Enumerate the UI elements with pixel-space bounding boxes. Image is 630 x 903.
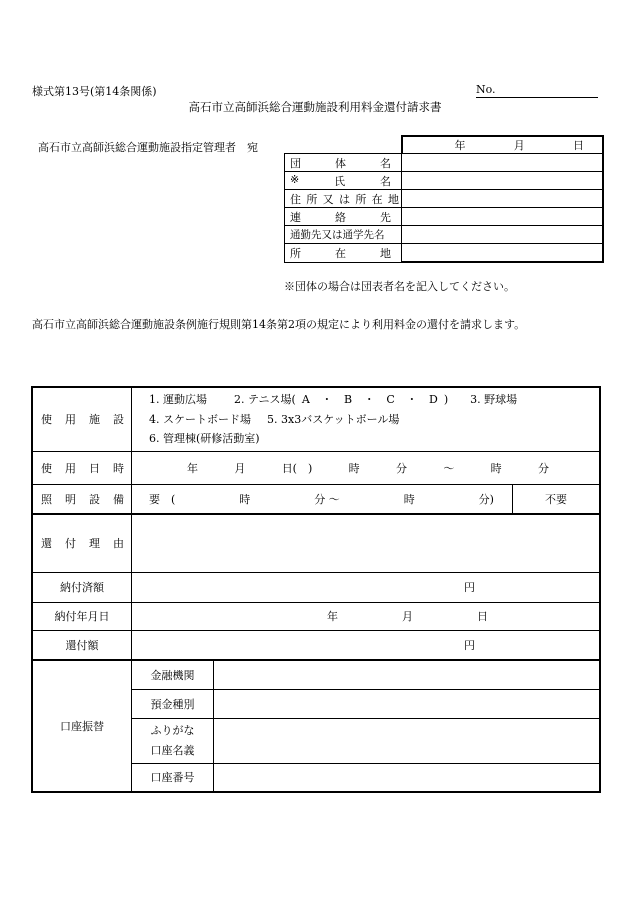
date-day: 日 — [573, 139, 584, 152]
group-note: ※団体の場合は団表者名を記入してください。 — [284, 280, 515, 293]
paid-date-label: 納付年月日 — [32, 602, 132, 630]
paid-amount-field[interactable]: 円 — [132, 572, 601, 602]
refund-reason-field[interactable] — [132, 514, 601, 572]
usage-table — [31, 386, 601, 793]
facility-option-3[interactable]: 3. 野球場 — [470, 393, 518, 406]
bank-institution-field[interactable] — [214, 660, 601, 689]
workplace-school-label: 通勤先又は通学先名 — [285, 226, 402, 244]
name-field[interactable] — [402, 172, 604, 190]
facility-option-2[interactable]: 2. テニス場( — [234, 393, 296, 406]
lighting-not-needed[interactable]: 不要 — [513, 484, 601, 514]
location-field[interactable] — [402, 244, 604, 263]
datetime-field[interactable]: 年 月 日( ) 時 分 ～ 時 分 — [132, 451, 601, 484]
form-number: 様式第13号(第14条関係) — [32, 85, 157, 98]
contact-label: 連 絡 先 — [285, 208, 402, 226]
lighting-label: 照 明 設 備 — [32, 484, 132, 514]
bank-transfer-label: 口座振替 — [32, 660, 132, 792]
tennis-court-d[interactable]: D — [428, 393, 438, 406]
refund-amount-field[interactable]: 円 — [132, 630, 601, 660]
group-name-field[interactable] — [402, 154, 604, 172]
form-title: 高石市立高師浜総合運動施設利用料金還付請求書 — [188, 100, 442, 114]
deposit-type-label: 預金種別 — [132, 689, 214, 718]
account-name-field[interactable] — [214, 718, 601, 763]
facility-option-6[interactable]: 6. 管理棟(研修活動室) — [149, 432, 260, 445]
date-month: 月 — [513, 139, 525, 152]
address-label: 住 所 又 は 所 在 地 — [285, 190, 402, 208]
paid-amount-label: 納付済額 — [32, 572, 132, 602]
facility-label: 使 用 施 設 — [32, 387, 132, 451]
group-name-label: 団 体 名 — [285, 154, 402, 172]
applicant-table — [284, 135, 604, 263]
address-field[interactable] — [402, 190, 604, 208]
tennis-court-a[interactable]: A — [301, 393, 310, 406]
paid-date-field[interactable]: 年 月 日 — [132, 602, 601, 630]
facility-option-1[interactable]: 1. 運動広場 — [149, 393, 207, 406]
account-number-label: 口座番号 — [132, 763, 214, 792]
tennis-court-c[interactable]: C — [386, 393, 395, 406]
date-field[interactable] — [402, 136, 604, 154]
request-statement: 高石市立高師浜総合運動施設条例施行規則第14条第2項の規定により利用料金の還付を請求します。 — [32, 318, 526, 331]
account-name-label: ふりがな 口座名義 — [132, 718, 214, 763]
facility-option-5[interactable]: 5. 3x3バスケットボール場 — [267, 412, 400, 426]
date-year: 年 — [454, 139, 466, 152]
account-number-field[interactable] — [214, 763, 601, 792]
workplace-school-field[interactable] — [402, 226, 604, 244]
lighting-required-field[interactable]: 要 ( 時 分 ～ 時 分) — [132, 484, 513, 514]
datetime-label: 使 用 日 時 — [32, 451, 132, 484]
contact-field[interactable] — [402, 208, 604, 226]
facility-options[interactable]: 1. 運動広場 2. テニス場( A ・ B ・ C ・ D ) 3. 野球場 4. スケートボード場 5. 3x3バスケットボール場 6. 管理棟(研修活動室) — [132, 387, 601, 451]
addressee: 高石市立高師浜総合運動施設指定管理者 宛 — [38, 141, 258, 154]
refund-reason-label: 還 付 理 由 — [32, 514, 132, 572]
document-number-field[interactable] — [476, 83, 598, 98]
tennis-court-b[interactable]: B — [344, 393, 353, 406]
bank-institution-label: 金融機関 — [132, 660, 214, 689]
refund-amount-label: 還付額 — [32, 630, 132, 660]
deposit-type-field[interactable] — [214, 689, 601, 718]
name-label: ※ 氏 名 — [285, 172, 402, 190]
no-label: No. — [476, 83, 496, 96]
location-label: 所 在 地 — [285, 244, 402, 263]
facility-option-4[interactable]: 4. スケートボード場 — [149, 412, 251, 426]
